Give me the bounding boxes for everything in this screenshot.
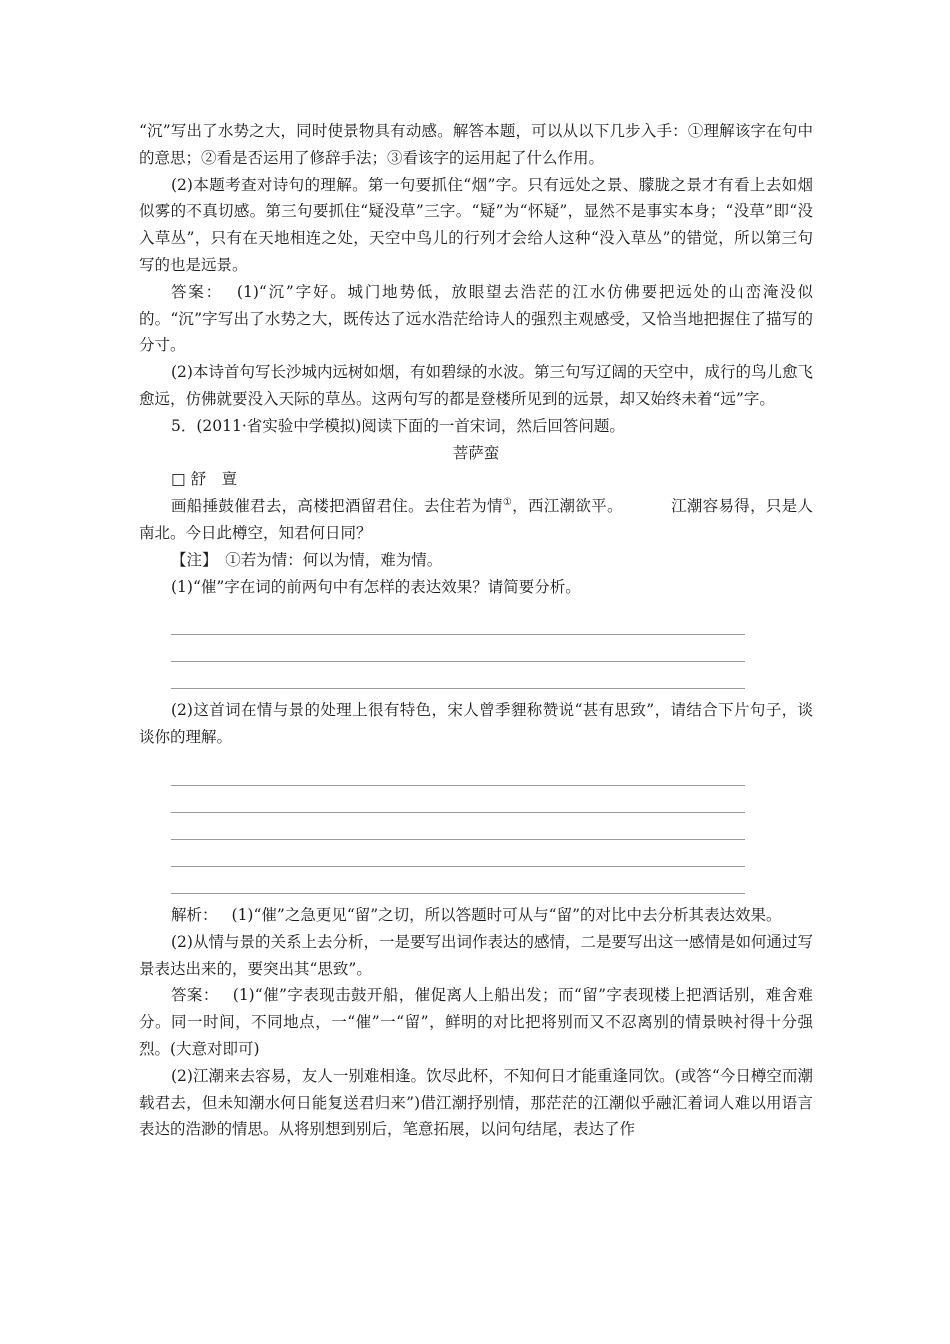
analysis-text-1: (1)“催”之急更见“留”之切，所以答题时可从与“留”的对比中去分析其表达效果。 xyxy=(231,905,782,924)
poem-title: 菩萨蛮 xyxy=(452,443,500,462)
poem-line-1a: 画船捶鼓催君去，高楼把酒留君住。去住若为情 xyxy=(171,497,503,516)
answer-block-1 xyxy=(139,279,813,359)
answer-lines-q2[interactable] xyxy=(171,759,745,894)
answer-line[interactable] xyxy=(171,840,745,867)
answer-line[interactable] xyxy=(171,813,745,840)
analysis-continuation: “沉”写出了水势之大，同时使景物具有动感。解答本题，可以从以下几步入手：①理解该字在句中的意思；②看是否运用了修辞手法；③看该字的运用起了什么作用。 xyxy=(139,122,813,167)
question-5-2: (2)这首词在情与景的处理上很有特色，宋人曾季貍称赞说“甚有思致”，请结合下片句子，谈谈你的理解。 xyxy=(139,701,813,747)
answer-line[interactable] xyxy=(171,786,745,813)
poem-text xyxy=(139,493,813,547)
answer-label: 答案： xyxy=(171,282,223,301)
answer-text: (1)“催”字表现击鼓开船，催促离人上船出发；而“留”字表现楼上把酒话别，难舍难分。同一时间，不同地点，一“催”一“留”，鲜明的对比把将别而又不忍离别的情景映衬得十分强烈。(大意对即可) xyxy=(139,986,813,1058)
poem-author: □ 舒 亶 xyxy=(171,470,238,489)
answer-line[interactable] xyxy=(171,662,745,689)
analysis-block xyxy=(139,902,813,929)
footnote-marker: ① xyxy=(502,497,513,508)
question-5-1: (1)“催”字在词的前两句中有怎样的表达效果？请简要分析。 xyxy=(171,577,581,596)
poem-note: 【注】 ①若为情：何以为情，难为情。 xyxy=(171,550,443,569)
answer-text: (1)“沉”字好。城门地势低，放眼望去浩茫的江水仿佛要把远处的山峦淹没似的。“沉”字写出了水势之大，既传达了远水浩茫给诗人的强烈主观感受，又恰当地把握住了描写的分寸。 xyxy=(139,282,813,355)
analysis-label: 解析： xyxy=(171,905,218,924)
answer-block-2-part-2: (2)江潮来去容易，友人一别难相逢。饮尽此杯，不知何日才能重逢同饮。(或答“今日樽空而潮载君去，但未知潮水何日能复送君归来”)借江潮抒别情，那茫茫的江潮似乎融汇着词人难以用语言表达的浩渺的情思。从将别想到别后，笔意拓展，以问句结尾，表达了作 xyxy=(139,1066,813,1139)
document-page xyxy=(139,118,813,1143)
question-5-intro: 5．(2011·省实验中学模拟)阅读下面的一首宋词，然后回答问题。 xyxy=(171,416,625,435)
answer-line[interactable] xyxy=(171,608,745,635)
answer-lines-q1[interactable] xyxy=(171,608,745,689)
answer-block-2 xyxy=(139,982,813,1062)
poem-line-1b: ，西江潮欲平。 xyxy=(512,497,623,516)
poem-line-2: 江潮容易得，只是人南北。今日此樽空，知君何日同？ xyxy=(139,497,813,542)
answer-line[interactable] xyxy=(171,867,745,894)
answer-label: 答案： xyxy=(171,986,219,1005)
answer-line[interactable] xyxy=(171,635,745,662)
analysis-part-2: (2)本题考查对诗句的理解。第一句要抓住“烟”字。只有远处之景、朦胧之景才有看上去如烟似雾的不真切感。第三句要抓住“疑没草”三字。“疑”为“怀疑”，显然不是事实本身；“没草”即“没入草丛”，只有在天地相连之处，天空中鸟儿的行列才会给人这种“没入草丛”的错觉，所以第三句写的也是远景。 xyxy=(139,175,813,274)
answer-line[interactable] xyxy=(171,759,745,786)
analysis-text-2: (2)从情与景的关系上去分析，一是要写出词作表达的感情，二是要写出这一感情是如何通过写景表达出来的，要突出其“思致”。 xyxy=(139,932,813,978)
answer-block-1-part-2: (2)本诗首句写长沙城内远树如烟，有如碧绿的水波。第三句写辽阔的天空中，成行的鸟儿愈飞愈远，仿佛就要没入天际的草丛。这两句写的都是登楼所见到的远景，却又始终未着“远”字。 xyxy=(139,363,813,408)
